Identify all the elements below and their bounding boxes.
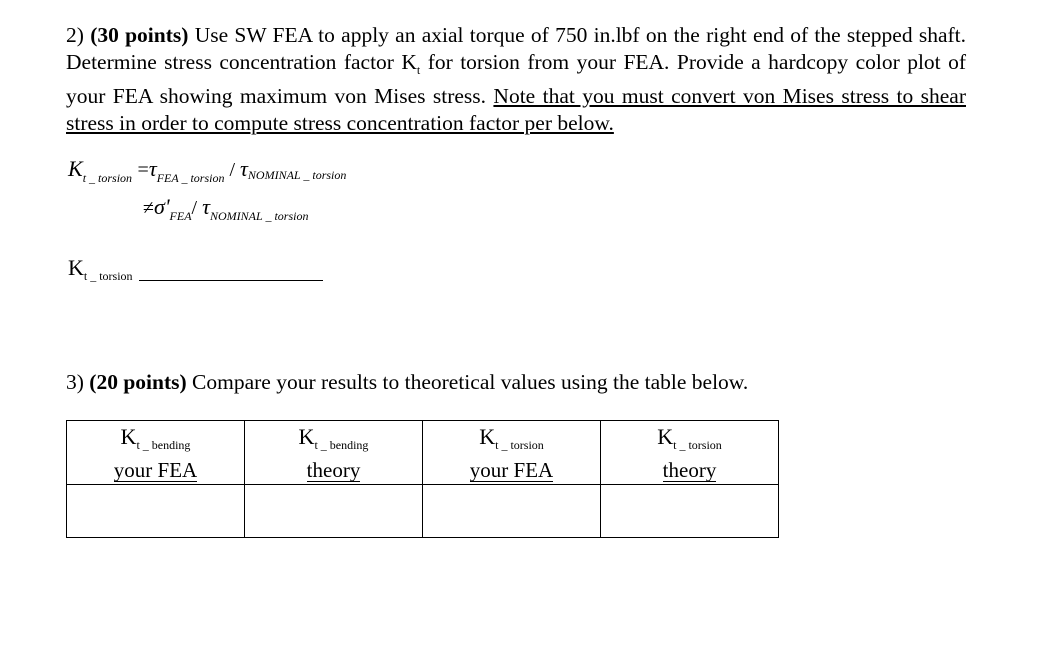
header-label: your FEA	[113, 458, 198, 482]
table-answer-row	[67, 485, 779, 538]
answer-cell-kt-bending-fea[interactable]	[67, 485, 245, 538]
eq-tau-fea-subscript: FEA _ torsion	[156, 171, 225, 185]
header-k: K	[120, 424, 137, 449]
header-sub: t _ bending	[314, 438, 369, 452]
header-sub: t _ torsion	[673, 438, 722, 452]
header-kt-bending-theory	[245, 421, 423, 485]
eq-tau-nominal-2: τ	[202, 194, 210, 219]
header-sub: t _ torsion	[495, 438, 544, 452]
header-label: theory	[662, 458, 717, 482]
q2-text-b: for torsion from your FEA. Provide a hardcopy color plot of your FEA showing maximum von Mises stress.	[66, 49, 966, 108]
q2-kt-subscript: t	[416, 62, 421, 77]
eq-tau-nominal: τ	[240, 156, 248, 181]
eq-equals: =	[137, 159, 149, 181]
not-equal-equation	[143, 194, 308, 224]
header-k: K	[657, 424, 674, 449]
answer-cell-kt-torsion-fea[interactable]	[423, 485, 601, 538]
eq-tau-nominal-subscript: NOMINAL _ torsion	[247, 168, 347, 182]
kt-torsion-answer	[68, 255, 323, 284]
eq-not-equal: ≠	[143, 197, 154, 219]
answer-cell-kt-torsion-theory[interactable]	[601, 485, 779, 538]
kt-answer-blank[interactable]	[139, 280, 323, 281]
eq-sigma-subscript: FEA	[169, 209, 192, 223]
eq-tau-nominal-2-subscript: NOMINAL _ torsion	[209, 209, 309, 223]
q2-points: (30 points)	[90, 23, 189, 47]
q2-number: 2)	[66, 23, 84, 47]
question-2	[66, 22, 966, 136]
eq-lhs-k: K	[68, 156, 83, 181]
q2-underlined-note: Note that you must convert von Mises stress to shear stress in order to compute stress concentration factor per below.	[66, 84, 966, 135]
header-label: your FEA	[469, 458, 554, 482]
header-kt-torsion-fea	[423, 421, 601, 485]
header-k: K	[479, 424, 496, 449]
question-3	[66, 369, 748, 395]
q2-text-a: Use SW FEA to apply an axial torque of 750 in.lbf on the right end of the stepped shaft. Determine stress concentration factor K	[66, 23, 967, 74]
table-header-row	[67, 421, 779, 485]
kt-answer-subscript: t _ torsion	[83, 269, 133, 283]
header-k: K	[298, 424, 315, 449]
eq-sigma-prime: σ'	[153, 194, 170, 219]
header-sub: t _ bending	[136, 438, 191, 452]
header-label: theory	[306, 458, 361, 482]
eq-lhs-subscript: t _ torsion	[82, 171, 133, 185]
eq-slash-1: /	[224, 159, 241, 181]
eq-slash-2: /	[191, 197, 203, 219]
q3-number: 3)	[66, 370, 84, 394]
header-kt-bending-fea	[67, 421, 245, 485]
eq-tau-fea: τ	[148, 156, 157, 181]
header-kt-torsion-theory	[601, 421, 779, 485]
q3-text: Compare your results to theoretical values using the table below.	[186, 370, 749, 394]
q3-points: (20 points)	[89, 370, 187, 394]
comparison-table	[66, 420, 779, 538]
kt-torsion-equation	[68, 156, 346, 186]
kt-answer-k: K	[68, 255, 84, 280]
answer-cell-kt-bending-theory[interactable]	[245, 485, 423, 538]
